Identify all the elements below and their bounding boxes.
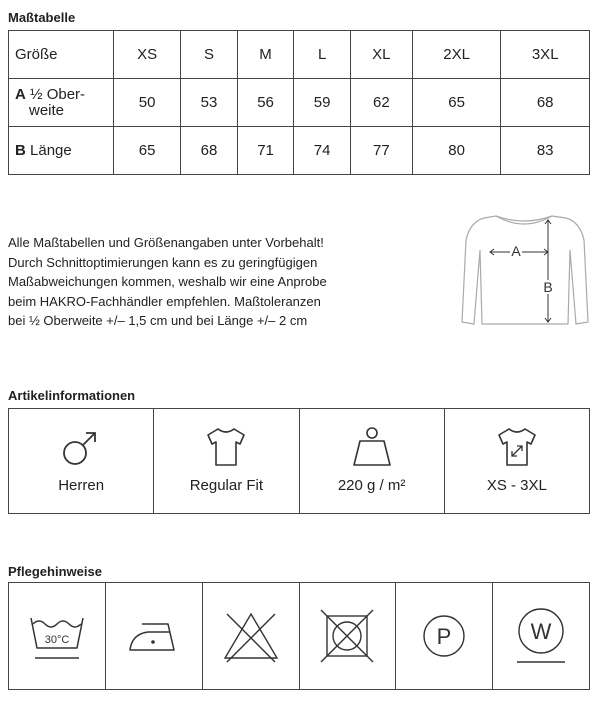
- size-table-title: Maßtabelle: [8, 10, 76, 25]
- header-cell: S: [181, 31, 238, 79]
- wash-temp: 30°C: [44, 634, 70, 646]
- weight-icon: [348, 423, 396, 471]
- article-label: 220 g / m²: [337, 477, 406, 494]
- article-label: XS - 3XL: [486, 477, 547, 494]
- care-title: Pflegehinweise: [8, 564, 102, 579]
- table-cell: 62: [350, 79, 412, 127]
- measure-arrows: [490, 220, 551, 322]
- header-cell: M: [237, 31, 294, 79]
- care-item: [396, 583, 493, 690]
- table-cell: 56: [237, 79, 294, 127]
- dry-clean-letter: P: [436, 624, 452, 649]
- label-b: B: [543, 279, 553, 295]
- row-label: [9, 127, 114, 175]
- table-header-row: [9, 31, 590, 79]
- table-row: [9, 79, 590, 127]
- table-row: [9, 127, 590, 175]
- row-label: [9, 79, 114, 127]
- no-bleach-icon: [219, 608, 283, 664]
- garment-measure-diagram: [458, 210, 590, 330]
- iron-one-dot-icon: [124, 616, 184, 656]
- article-item: [9, 409, 154, 514]
- article-label: Herren: [58, 477, 105, 494]
- table-cell: 53: [181, 79, 238, 127]
- tshirt-icon: [202, 423, 250, 471]
- size-table: [8, 30, 590, 175]
- article-info-title: Artikelinformationen: [8, 388, 136, 403]
- note-line: bei ½ Oberweite +/– 1,5 cm und bei Länge +/– 2 cm: [8, 313, 308, 328]
- row-label-text: Länge: [30, 142, 72, 159]
- size-shirt-icon: [493, 423, 541, 471]
- dry-clean-p-icon: [414, 606, 474, 666]
- disclaimer-note: [8, 233, 327, 331]
- article-label: Regular Fit: [189, 477, 264, 494]
- label-a: A: [511, 243, 521, 259]
- male-symbol-icon: [57, 423, 105, 471]
- wet-clean-letter: W: [530, 619, 552, 644]
- table-cell: 77: [350, 127, 412, 175]
- article-item: [299, 409, 444, 514]
- table-cell: 50: [114, 79, 181, 127]
- care-item: [105, 583, 202, 690]
- row-label-text: ½ Ober-: [30, 85, 86, 103]
- wash-30-icon: [27, 608, 87, 664]
- table-cell: 74: [294, 127, 351, 175]
- article-item: [154, 409, 299, 514]
- header-cell: 2XL: [412, 31, 501, 79]
- sweater-outline-icon: [462, 216, 588, 324]
- header-cell: 3XL: [501, 31, 590, 79]
- article-info-grid: [8, 408, 590, 514]
- table-cell: 68: [181, 127, 238, 175]
- no-tumble-dry-icon: [317, 606, 377, 666]
- article-item: [444, 409, 589, 514]
- table-cell: 71: [237, 127, 294, 175]
- row-letter: A: [15, 85, 26, 103]
- table-cell: 80: [412, 127, 501, 175]
- note-line: Alle Maßtabellen und Größenangaben unter Vorbehalt!: [8, 235, 324, 250]
- row-label-text: weite: [29, 101, 65, 119]
- note-line: beim HAKRO-Fachhändler empfehlen. Maßtoleranzen: [8, 293, 321, 309]
- note-line: Maßabweichungen kommen, weshalb wir eine Anprobe: [8, 274, 327, 289]
- table-cell: 68: [501, 79, 590, 127]
- table-cell: 83: [501, 127, 590, 175]
- header-cell: L: [294, 31, 351, 79]
- header-cell: XS: [114, 31, 181, 79]
- care-item: [299, 583, 396, 690]
- care-item: [9, 583, 106, 690]
- note-line: Durch Schnittoptimierungen kann es zu geringfügigen: [8, 254, 318, 270]
- row-letter: B: [15, 142, 26, 159]
- table-cell: 65: [412, 79, 501, 127]
- care-grid: [8, 582, 590, 690]
- header-cell: XL: [350, 31, 412, 79]
- table-cell: 59: [294, 79, 351, 127]
- table-cell: 65: [114, 127, 181, 175]
- care-item: [493, 583, 590, 690]
- care-item: [202, 583, 299, 690]
- wet-clean-w-icon: [511, 604, 571, 668]
- header-cell: Größe: [9, 31, 114, 79]
